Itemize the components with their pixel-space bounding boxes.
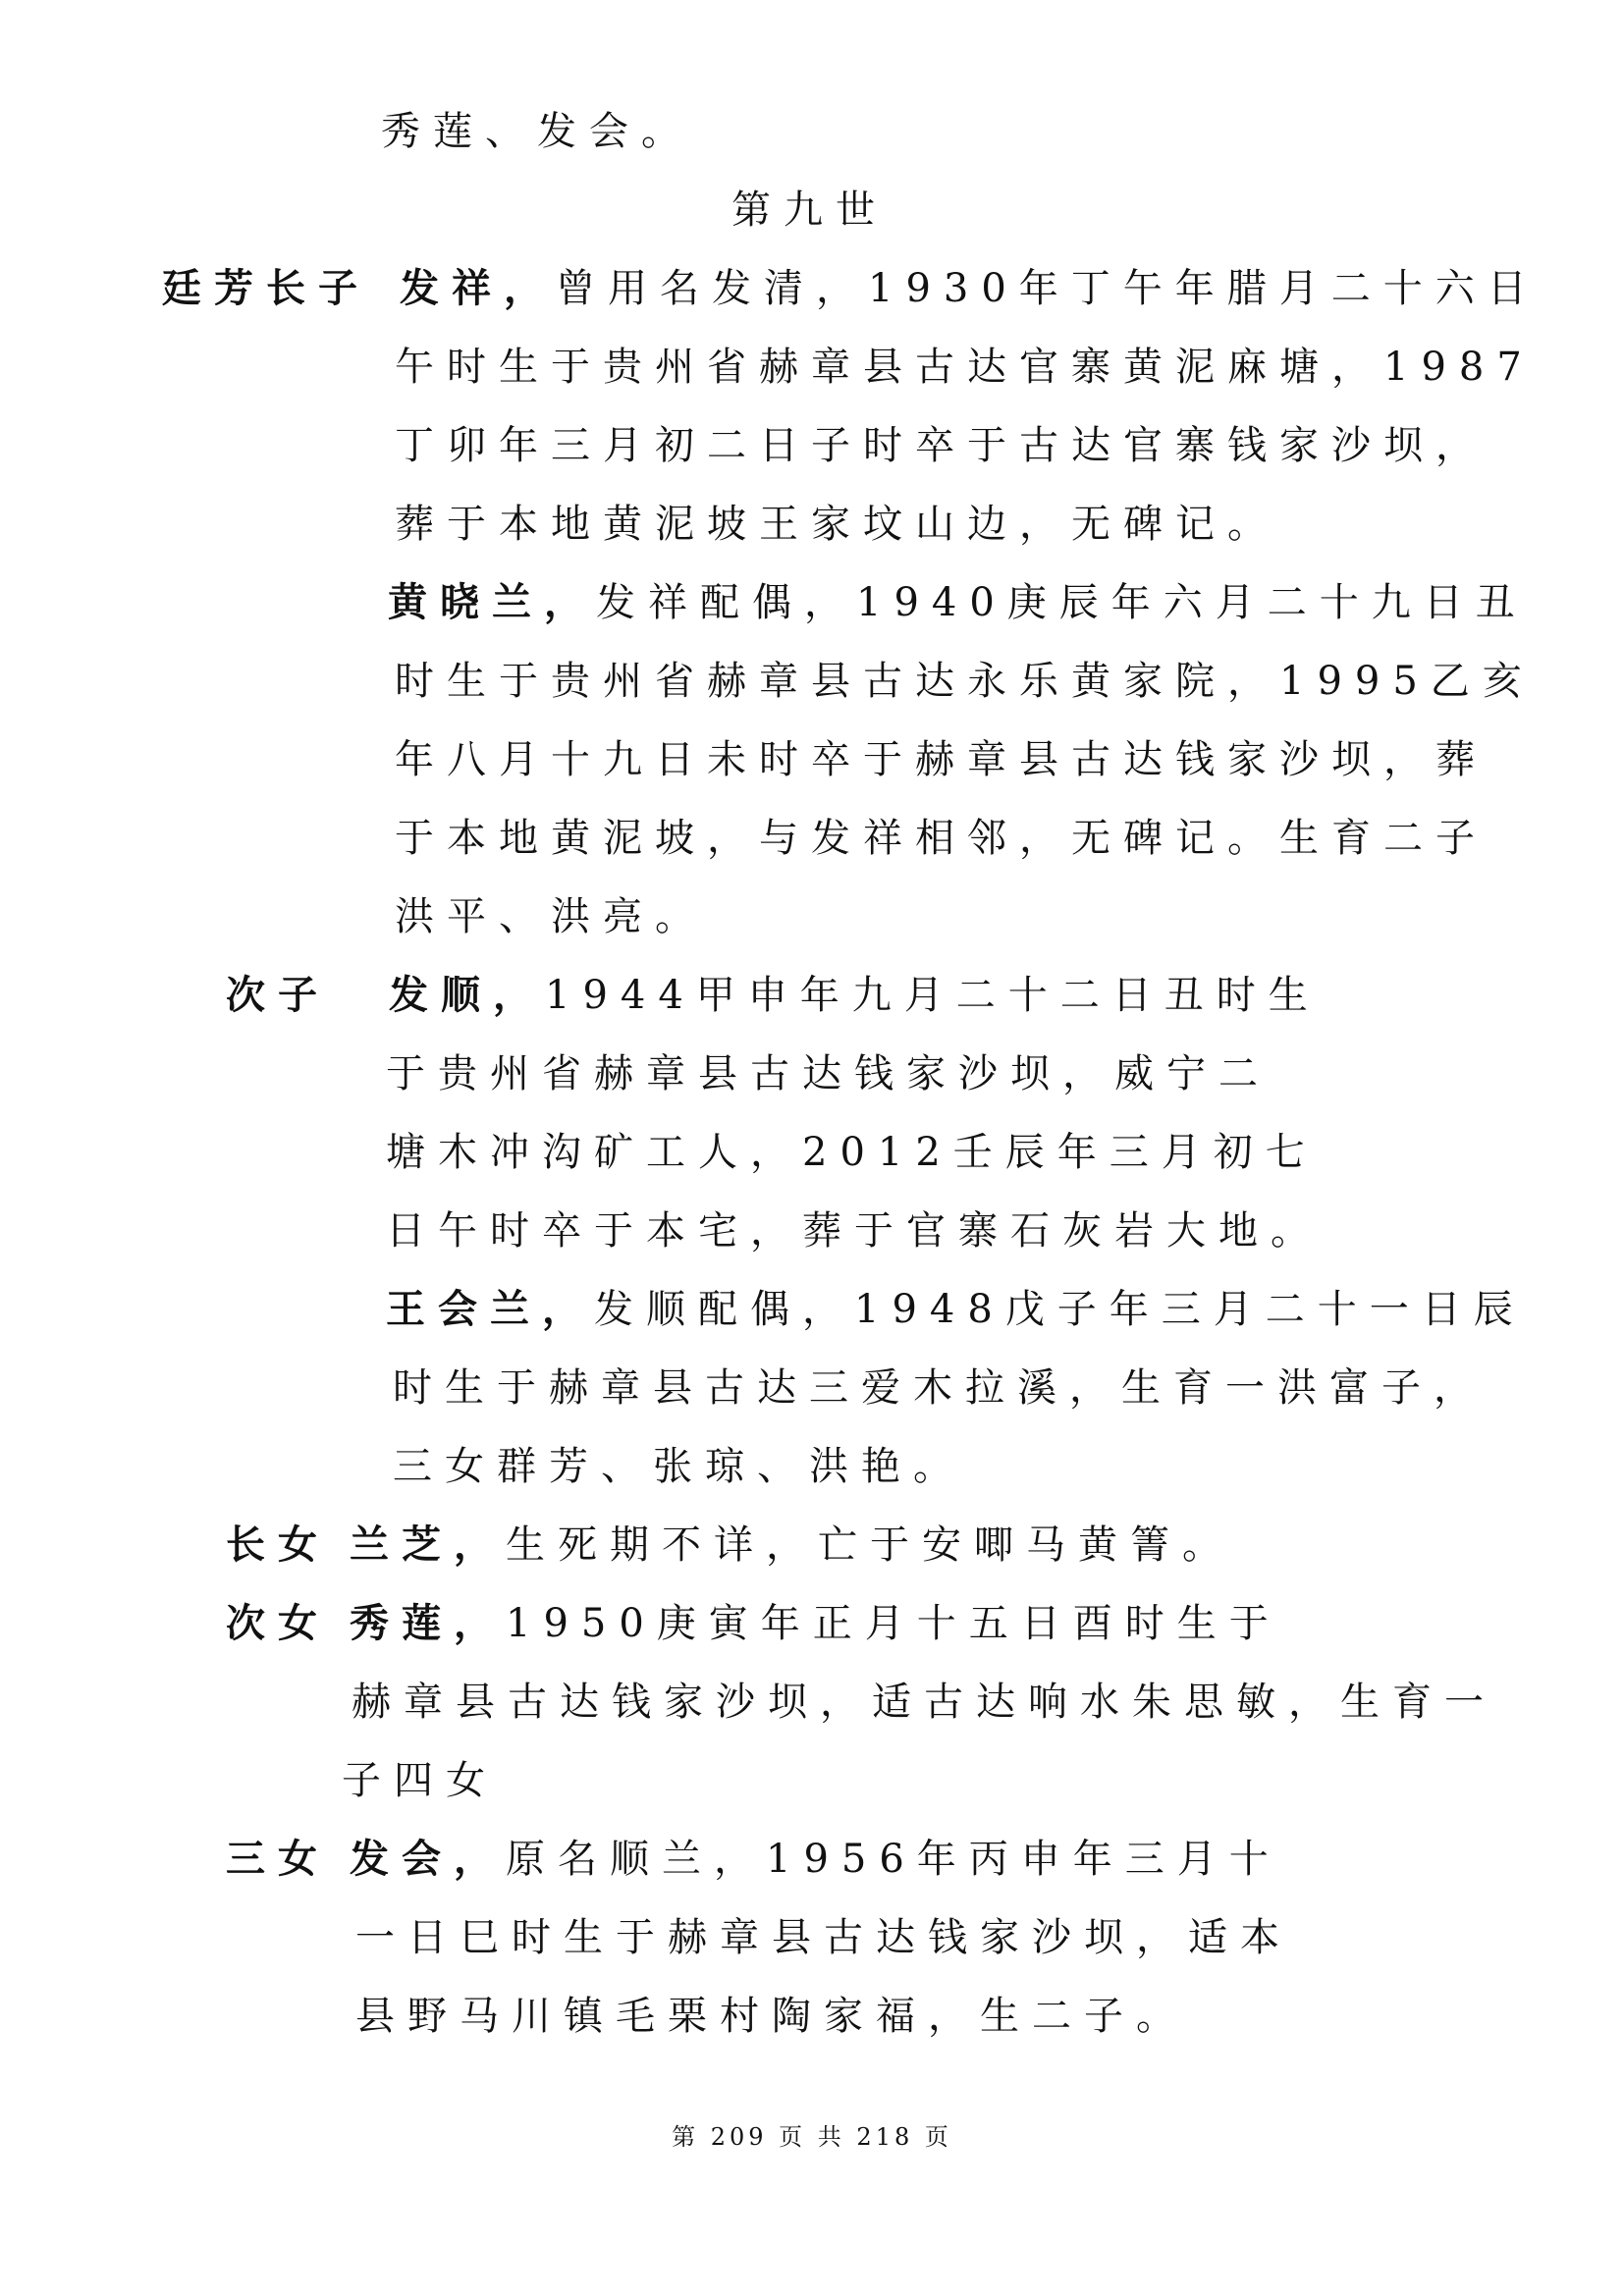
line-text: 时生于贵州省赫章县古达永乐黄家院，1995乙亥 [395,659,1535,704]
text-line [395,815,1488,862]
line-text: 午时生于贵州省赫章县古达官寨黄泥麻塘，1987 [395,345,1535,390]
text-line [386,1207,1323,1255]
text-line [393,1443,965,1490]
text-line [352,1679,1496,1726]
text-line [386,1050,1271,1097]
entry-line [162,265,1540,312]
text-line [395,422,1488,469]
text-line [355,1993,1188,2040]
line-text: 子四女 [342,1758,498,1803]
line-text: 丁卯年三月初二日子时卒于古达官寨钱家沙坝， [395,423,1488,468]
entry-label: 次女 [226,1600,330,1646]
text-line [393,1364,1486,1412]
line-text: 曾用名发清，1930年丁午年腊月二十六日 [556,266,1540,311]
entry-label: 长女 [226,1522,330,1568]
line-text: 1950庚寅年正月十五日酉时生于 [506,1601,1281,1646]
line-text: 年八月十九日未时卒于赫章县古达钱家沙坝，葬 [395,737,1488,782]
line-text: 赫章县古达钱家沙坝，适古达响水朱思敏，生育一 [352,1680,1496,1725]
line-text: 原名顺兰，1956年丙申年三月十 [506,1837,1281,1882]
line-text: 葬于本地黄泥坡王家坟山边，无碑记。 [395,502,1279,547]
person-name: 发祥， [400,265,556,311]
text-line [395,658,1535,705]
entry-line [226,1836,1281,1883]
line-text: 发祥配偶，1940庚辰年六月二十九日丑 [596,580,1528,625]
text-line [386,1129,1318,1176]
line-text: 县野马川镇毛栗村陶家福，生二子。 [355,1994,1188,2039]
line-text: 发顺配偶，1948戊子年三月二十一日辰 [594,1287,1526,1332]
text-line [395,736,1488,783]
person-name: 秀莲， [350,1600,506,1646]
text-line [395,501,1279,548]
entry-label: 三女 [226,1836,330,1882]
section-heading [731,187,888,234]
line-text: 时生于赫章县古达三爱木拉溪，生育一洪富子， [393,1365,1486,1411]
line-text: 生死期不详，亡于安唧马黄箐。 [506,1522,1234,1568]
entry-line [388,579,1528,626]
text-line [395,893,707,940]
text-line [355,1914,1292,1961]
line-text: 第九世 [731,187,888,233]
entry-line [226,1600,1281,1647]
text-line [395,344,1535,391]
text-line [342,1757,498,1804]
entry-label: 廷芳长子 [162,265,370,311]
text-line [381,108,693,155]
line-text: 洪平、洪亮。 [395,894,707,939]
entry-line [386,1286,1526,1333]
person-name: 王会兰， [386,1286,594,1332]
person-name: 发顺， [389,972,545,1018]
entry-line [226,972,1321,1019]
line-text: 于本地黄泥坡，与发祥相邻，无碑记。生育二子 [395,816,1488,861]
person-name: 黄晓兰， [388,579,596,625]
line-text: 秀莲、发会。 [381,109,693,154]
page-footer: 第 209 页 共 218 页 [672,2123,952,2151]
line-text: 三女群芳、张琼、洪艳。 [393,1444,965,1489]
line-text: 1944甲申年九月二十二日丑时生 [545,973,1321,1018]
entry-line [226,1522,1234,1569]
line-text: 于贵州省赫章县古达钱家沙坝，威宁二 [386,1051,1271,1096]
line-text: 塘木冲沟矿工人，2012壬辰年三月初七 [386,1130,1318,1175]
entry-label: 次子 [226,972,330,1018]
line-text: 一日巳时生于赫章县古达钱家沙坝，适本 [355,1915,1292,1960]
line-text: 日午时卒于本宅，葬于官寨石灰岩大地。 [386,1208,1323,1254]
person-name: 发会， [350,1836,506,1882]
person-name: 兰芝， [350,1522,506,1568]
